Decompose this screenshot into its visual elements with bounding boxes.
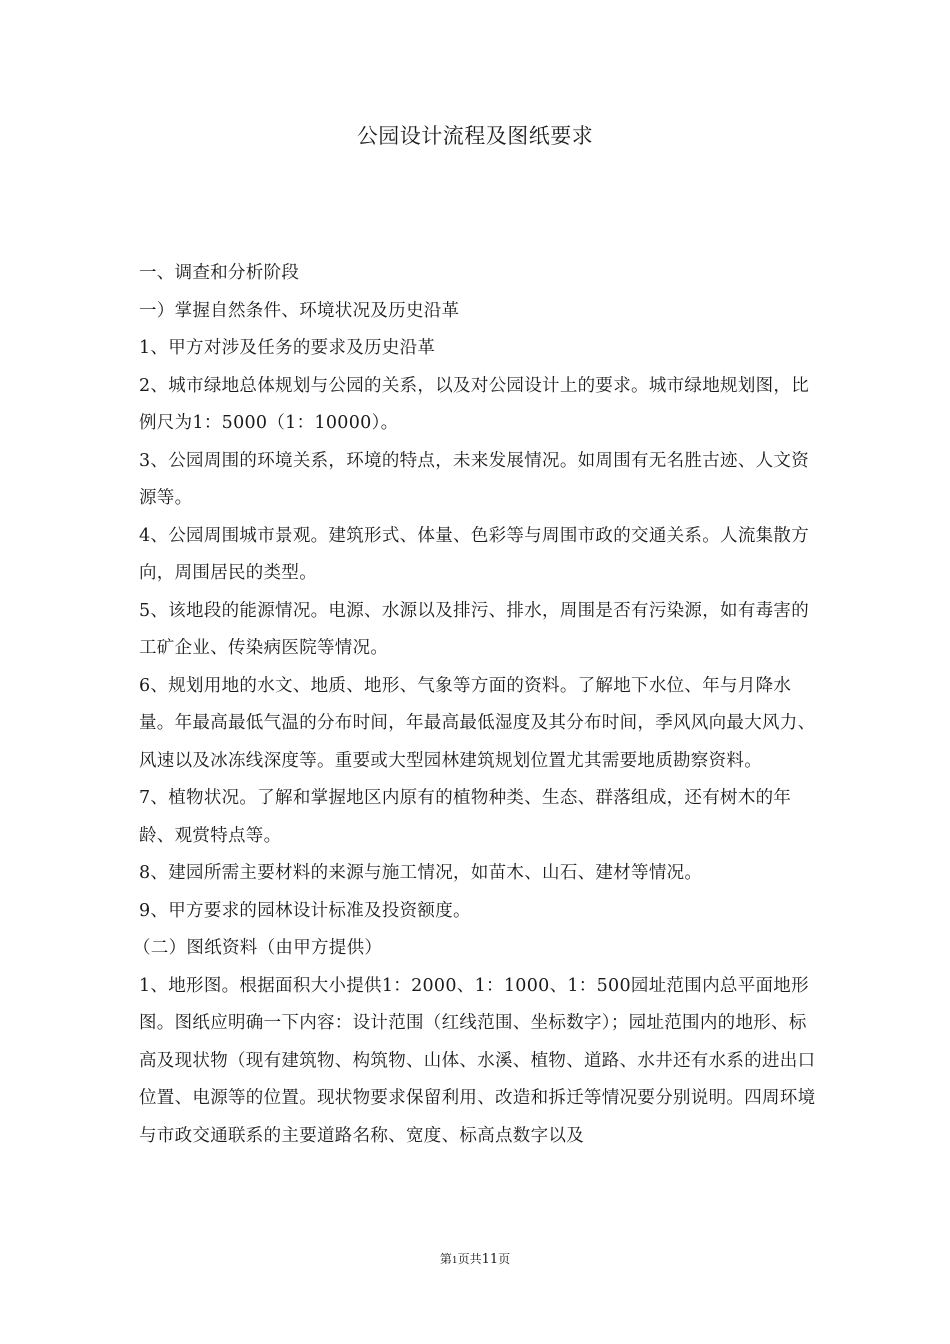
list-item: 1、地形图。根据面积大小提供1：2000、1：1000、1：500园址范围内总平面地形图。图纸应明确一下内容：设计范围（红线范围、坐标数字）；园址范围内的地形、标高及现状物（现有建筑物、构筑物、山体、水溪、植物、道路、水井还有水系的进出口位置、电源等的位置。现状物要求保留利用、改造和拆迁等情况要分别说明。四周环境与市政交通联系的主要道路名称、宽度、标高点数字以及 (139, 975, 816, 1146)
footer-prefix: 第 (439, 1252, 452, 1266)
list-item: 2、城市绿地总体规划与公园的关系，以及对公园设计上的要求。城市绿地规划图，比例尺为1：5000（1：10000）。 (139, 375, 810, 433)
list-item: 4、公园周围城市景观。建筑形式、体量、色彩等与周围市政的交通关系。人流集散方向，周围居民的类型。 (139, 525, 810, 583)
list-item: 1、甲方对涉及任务的要求及历史沿革 (139, 338, 436, 358)
footer-suffix: 页 (498, 1252, 511, 1266)
list-item: 6、规划用地的水文、地质、地形、气象等方面的资料。了解地下水位、年与月降水量。年最高最低气温的分布时间，年最高最低湿度及其分布时间，季风风向最大风力、风速以及冰冻线深度等。重要或大型园林建筑规划位置尤其需要地质勘察资料。 (139, 675, 816, 771)
subsection-heading: 一）掌握自然条件、环境状况及历史沿革 (139, 300, 460, 321)
section-heading: 一、调查和分析阶段 (139, 263, 300, 283)
list-item: 7、植物状况。了解和掌握地区内原有的植物种类、生态、群落组成，还有树木的年龄、观赏特点等。 (139, 788, 792, 846)
list-item: 5、该地段的能源情况。电源、水源以及排污、排水，周围是否有污染源，如有毒害的工矿企业、传染病医院等情况。 (139, 600, 810, 658)
page-footer (0, 1251, 950, 1269)
list-item: 9、甲方要求的园林设计标准及投资额度。 (139, 900, 471, 921)
list-item: 8、建园所需主要材料的来源与施工情况，如苗木、山石、建材等情况。 (139, 863, 703, 883)
document-title: 公园设计流程及图纸要求 (356, 124, 594, 148)
footer-page-number: 1 (451, 1256, 458, 1266)
footer-total-pages: 11 (481, 1252, 499, 1267)
subsection-heading: （二）图纸资料（由甲方提供） (133, 938, 383, 958)
footer-middle: 页共 (457, 1252, 482, 1266)
list-item: 3、公园周围的环境关系，环境的特点，未来发展情况。如周围有无名胜古迹、人文资源等。 (139, 450, 810, 508)
document-body (133, 255, 819, 1155)
